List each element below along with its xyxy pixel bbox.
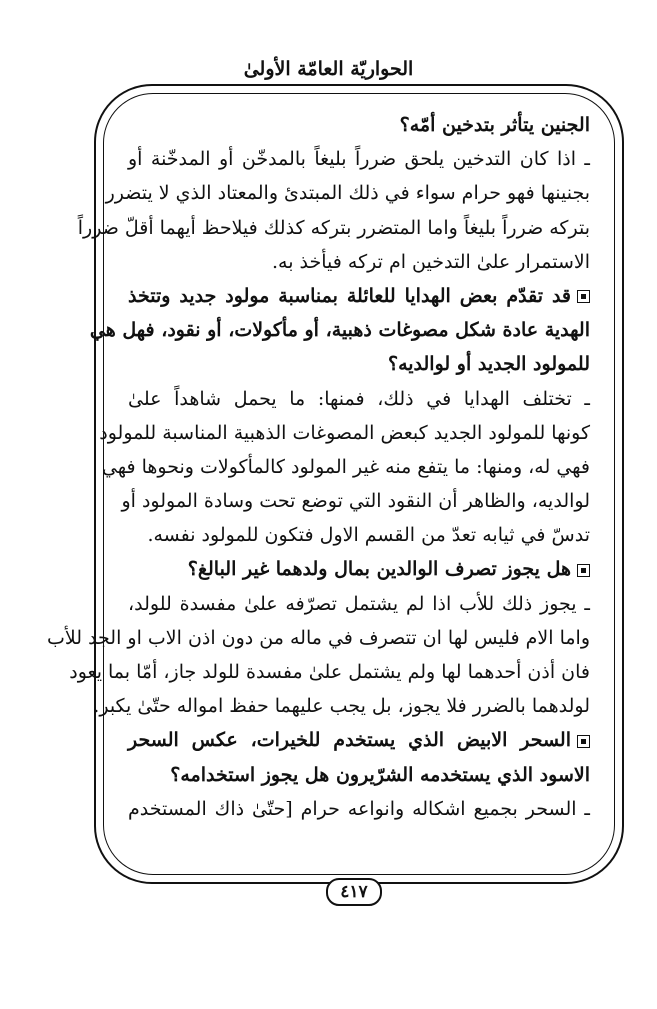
text-line-content: الاسود الذي يستخدمه الشرّيرون هل يجوز استخدامه؟ <box>170 763 590 786</box>
text-line <box>128 758 590 792</box>
text-line <box>128 245 590 279</box>
text-line-content: بجنينها فهو حرام سواء في ذلك المبتدئ والمعتاد الذي لا يتضرر <box>105 182 590 205</box>
text-line-content: الجنين يتأثر بتدخين أمّه؟ <box>399 114 590 136</box>
text-line-content: ـ اذا كان التدخين يلحق ضرراً بليغاً بالمدخّن أو المدخّنة أو <box>128 148 590 171</box>
text-line-content: الهدية عادة شكل مصوغات ذهبية، أو مأكولات، أو نقود، فهل هي <box>89 319 590 342</box>
page-number: ٤١٧ <box>326 878 382 906</box>
question-marker-icon <box>577 564 590 577</box>
text-line <box>128 142 590 176</box>
text-line <box>89 313 590 347</box>
text-line <box>128 518 590 552</box>
text-line <box>99 416 590 450</box>
text-line <box>128 723 590 757</box>
text-line-content: فان أذن أحدهما لها ولم يشتمل علىٰ مفسدة للولد جاز، أمّا بما يعود <box>69 661 590 683</box>
text-line-content: بتركه ضرراً بليغاً واما المتضرر بتركه كذلك فيلاحظ أيهما أقلّ ضرراً <box>77 216 590 239</box>
text-line-content: هل يجوز تصرف الوالدين بمال ولدهما غير البالغ؟ <box>187 558 571 581</box>
text-line-content: تدسّ في ثيابه تعدّ من القسم الاول فتكون للمولود نفسه. <box>147 524 590 547</box>
question-marker-icon <box>577 735 590 748</box>
text-line-content: لوالديه، والظاهر أن النقود التي توضع تحت وسادة المولود أو <box>121 490 590 513</box>
question-marker-icon <box>577 290 590 303</box>
text-line <box>77 211 590 245</box>
text-line <box>69 655 590 689</box>
text-line-content: واما الام فليس لها ان تتصرف في ماله من دون اذن الاب او الجد للأب <box>47 626 590 649</box>
text-line <box>128 347 590 381</box>
text-line <box>47 621 590 655</box>
text-line <box>121 484 590 518</box>
text-line-content: ـ السحر بجميع اشكاله وانواعه حرام [حتّىٰ ذاك المستخدم <box>128 797 590 820</box>
text-line <box>128 382 590 416</box>
text-line-content: كونها للمولود الجديد كبعض المصوغات الذهبية المناسبة للمولود <box>99 421 590 444</box>
text-line-content: ـ تختلف الهدايا في ذلك، فمنها: ما يحمل شاهداً علىٰ <box>128 387 590 410</box>
text-line-content: ـ يجوز ذلك للأب اذا لم يشتمل تصرّفه علىٰ مفسدة للولد، <box>128 592 590 615</box>
text-line-content: فهي له، ومنها: ما يتفع منه غير المولود كالمأكولات ونحوها فهي <box>101 455 590 478</box>
text-line-content: قد تقدّم بعض الهدايا للعائلة بمناسبة مولود جديد وتتخذ <box>128 284 571 307</box>
text-line <box>128 792 590 826</box>
text-line <box>128 552 590 586</box>
text-line <box>105 176 590 210</box>
body-text <box>47 108 590 826</box>
text-line-content: الاستمرار علىٰ التدخين ام تركه فيأخذ به. <box>272 250 590 273</box>
text-line <box>128 108 590 142</box>
text-line <box>128 587 590 621</box>
text-line-content: لولدهما بالضرر فلا يجوز، بل يجب عليهما حفظ امواله حتّىٰ يكبر. <box>93 695 590 718</box>
text-line-content: السحر الابيض الذي يستخدم للخيرات، عكس السحر <box>128 729 571 752</box>
text-line <box>93 689 590 723</box>
text-line <box>128 279 590 313</box>
running-header: الحواريّة العامّة الأولىٰ <box>243 58 414 80</box>
text-line <box>101 450 590 484</box>
text-line-content: للمولود الجديد أو لوالديه؟ <box>387 353 590 376</box>
